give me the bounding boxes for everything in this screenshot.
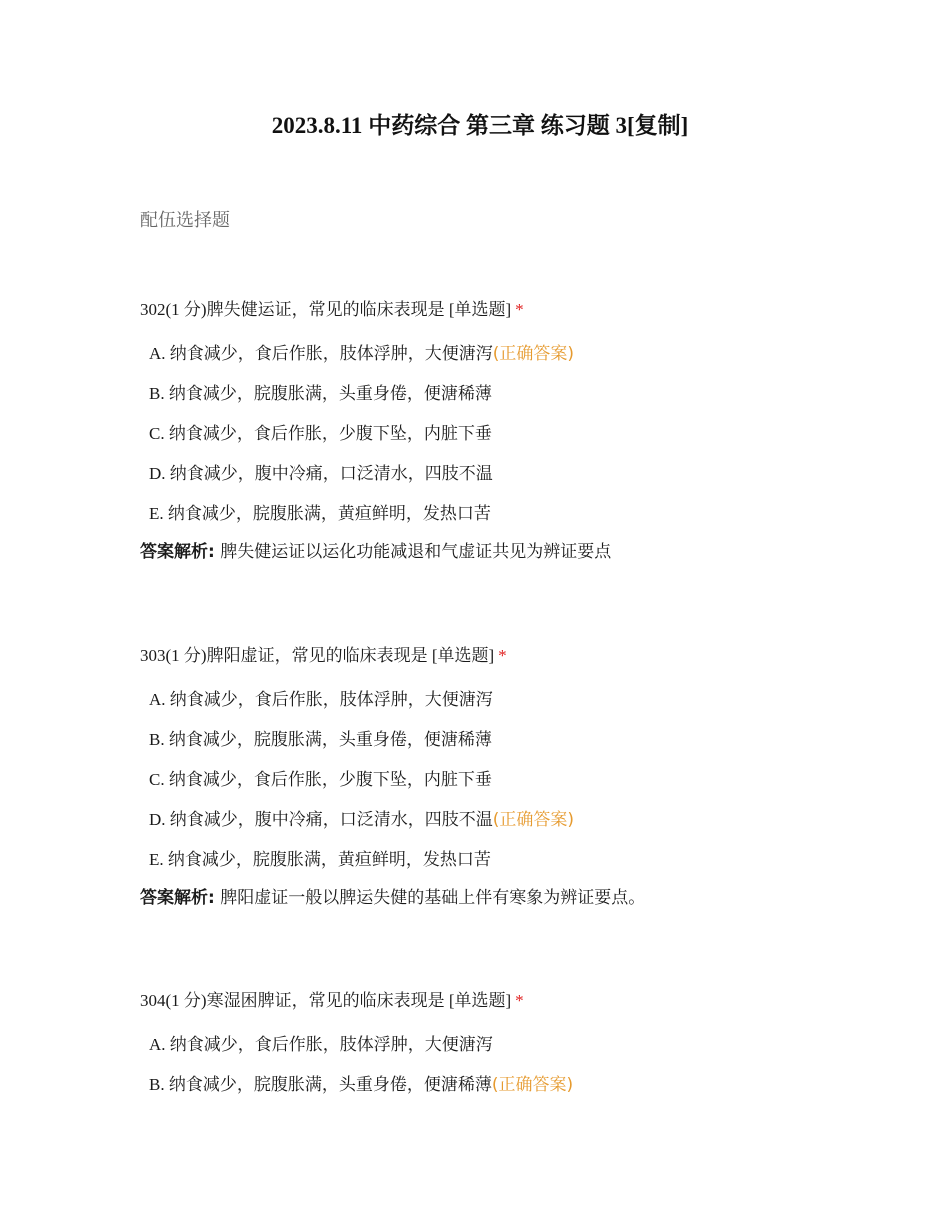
- question-stem: [140, 298, 820, 322]
- option-list: [140, 1033, 820, 1113]
- option-a[interactable]: [140, 688, 820, 728]
- option-text: 纳食减少，脘腹胀满，黄疸鲜明，发热口苦: [167, 850, 491, 870]
- option-a[interactable]: [140, 1033, 820, 1073]
- option-letter: C.: [149, 424, 165, 443]
- option-text: 纳食减少，食后作胀，少腹下坠，内脏下垂: [168, 770, 492, 790]
- option-text: 纳食减少，脘腹胀满，头重身倦，便溏稀薄: [168, 384, 492, 404]
- correct-answer-tag: (正确答案): [491, 1075, 574, 1095]
- option-letter: D.: [149, 810, 166, 829]
- required-mark: *: [515, 991, 524, 1010]
- analysis-text: 脾阳虚证一般以脾运失健的基础上伴有寒象为辨证要点。: [220, 888, 646, 908]
- correct-answer-tag: (正确答案): [492, 344, 575, 364]
- option-letter: E.: [149, 504, 164, 523]
- option-b[interactable]: [140, 382, 820, 422]
- page-title: [140, 110, 820, 142]
- question-text: 脾阳虚证，常见的临床表现是: [206, 646, 428, 666]
- option-text: 纳食减少，食后作胀，肢体浮肿，大便溏泻: [169, 1035, 493, 1055]
- option-list: [140, 342, 820, 542]
- section-title: 配伍选择题: [140, 210, 230, 231]
- option-letter: A.: [149, 690, 166, 709]
- question-type: [单选题]: [448, 991, 512, 1010]
- question-text: 脾失健运证，常见的临床表现是: [206, 300, 445, 320]
- title-number: 3: [615, 113, 627, 138]
- title-date: 2023.8.11: [271, 113, 363, 138]
- question-number: 302: [140, 300, 166, 319]
- option-b[interactable]: [140, 728, 820, 768]
- option-list: [140, 688, 820, 888]
- option-e[interactable]: [140, 848, 820, 888]
- question-type: [单选题]: [448, 300, 512, 319]
- option-a[interactable]: [140, 342, 820, 382]
- question-303: [140, 644, 820, 910]
- option-letter: B.: [149, 730, 165, 749]
- question-score: (1 分): [165, 991, 207, 1010]
- question-302: [140, 298, 820, 564]
- option-text: 纳食减少，食后作胀，肢体浮肿，大便溏泻: [169, 690, 493, 710]
- question-number: 303: [140, 646, 166, 665]
- analysis-label: 答案解析:: [140, 542, 215, 562]
- question-304: [140, 989, 820, 1113]
- option-letter: E.: [149, 850, 164, 869]
- question-type: [单选题]: [431, 646, 495, 665]
- option-c[interactable]: [140, 422, 820, 462]
- answer-analysis: [140, 886, 820, 910]
- required-mark: *: [498, 646, 507, 665]
- correct-answer-tag: (正确答案): [492, 810, 575, 830]
- option-text: 纳食减少，脘腹胀满，黄疸鲜明，发热口苦: [167, 504, 491, 524]
- option-text: 纳食减少，脘腹胀满，头重身倦，便溏稀薄: [168, 1075, 492, 1095]
- question-stem: [140, 644, 820, 668]
- option-b[interactable]: [140, 1073, 820, 1113]
- title-bracket-open: [: [626, 113, 635, 138]
- option-letter: A.: [149, 344, 166, 363]
- analysis-label: 答案解析:: [140, 888, 215, 908]
- title-copy-tag: 复制: [634, 113, 681, 138]
- option-text: 纳食减少，腹中冷痛，口泛清水，四肢不温: [169, 464, 493, 484]
- question-score: (1 分): [165, 300, 207, 319]
- option-d[interactable]: [140, 462, 820, 502]
- option-letter: A.: [149, 1035, 166, 1054]
- option-c[interactable]: [140, 768, 820, 808]
- question-score: (1 分): [165, 646, 207, 665]
- option-letter: B.: [149, 384, 165, 403]
- option-e[interactable]: [140, 502, 820, 542]
- question-number: 304: [140, 991, 166, 1010]
- option-text: 纳食减少，脘腹胀满，头重身倦，便溏稀薄: [168, 730, 492, 750]
- option-letter: C.: [149, 770, 165, 789]
- option-text: 纳食减少，食后作胀，少腹下坠，内脏下垂: [168, 424, 492, 444]
- option-text: 纳食减少，腹中冷痛，口泛清水，四肢不温: [169, 810, 493, 830]
- title-text: 中药综合 第三章 练习题: [368, 113, 610, 138]
- option-d[interactable]: [140, 808, 820, 848]
- answer-analysis: [140, 540, 820, 564]
- title-bracket-close: ]: [680, 113, 689, 138]
- analysis-text: 脾失健运证以运化功能减退和气虚证共见为辨证要点: [220, 542, 612, 562]
- question-text: 寒湿困脾证，常见的临床表现是: [206, 991, 445, 1011]
- option-letter: B.: [149, 1075, 165, 1094]
- option-text: 纳食减少，食后作胀，肢体浮肿，大便溏泻: [169, 344, 493, 364]
- option-letter: D.: [149, 464, 166, 483]
- required-mark: *: [515, 300, 524, 319]
- question-stem: [140, 989, 820, 1013]
